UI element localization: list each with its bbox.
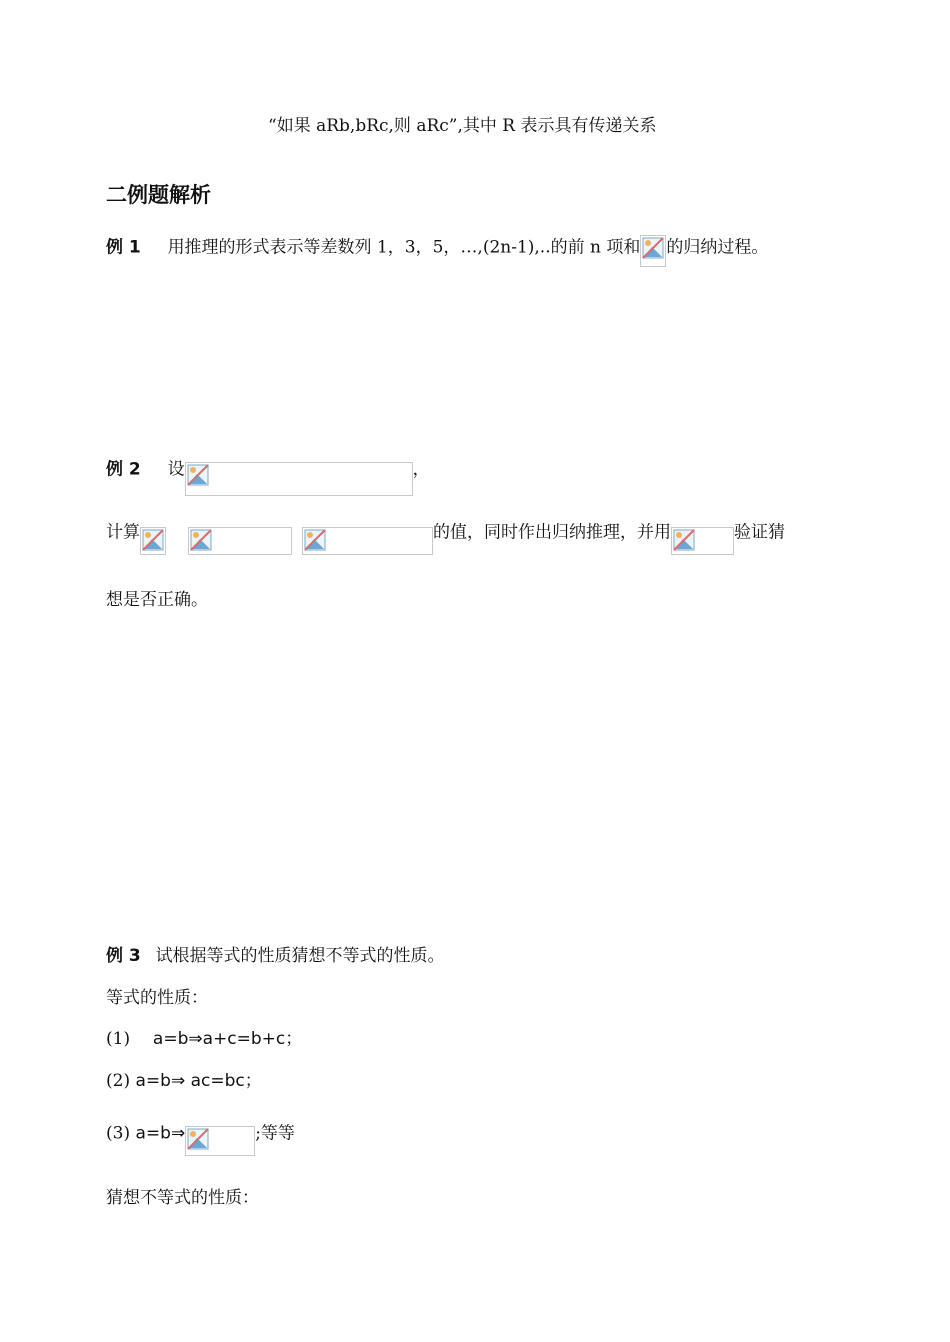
broken-image-icon: [185, 462, 413, 496]
intro-text: “如果 aRb,bRc,则 aRc”,其中 R 表示具有传递关系: [268, 116, 657, 136]
example2-comma: ，: [412, 459, 430, 480]
property-2-num: (2): [106, 1071, 131, 1091]
equality-title: [106, 986, 208, 1010]
property-3-text: a=b⇒: [135, 1123, 186, 1144]
broken-image-icon: [671, 527, 734, 555]
example1-text-end: 的归纳过程。: [666, 237, 769, 258]
guess-title-text: 猜想不等式的性质：: [106, 1188, 259, 1208]
property-2-text: a=b⇒ ac=bc；: [135, 1071, 262, 1091]
example2-end: 验证猜: [734, 522, 785, 543]
example2-label: 例 2: [106, 459, 141, 480]
property-3-tail: ;等等: [255, 1123, 295, 1144]
property-3-num: (3): [106, 1123, 131, 1144]
property-1-text: a=b⇒a+c=b+c；: [152, 1029, 303, 1049]
property-2: [106, 1069, 262, 1093]
example2-line2: [106, 511, 785, 555]
guess-title: [106, 1186, 259, 1210]
broken-image-icon: [185, 1126, 255, 1156]
example3-line: [106, 944, 445, 968]
broken-image-icon: [140, 527, 166, 555]
section-heading: [106, 183, 211, 207]
broken-image-icon: [640, 235, 666, 267]
example2-intro: 设: [167, 459, 185, 480]
example2-compute: 计算: [106, 522, 140, 543]
example2-check: 想是否正确。: [106, 590, 208, 610]
broken-image-icon: [302, 527, 433, 555]
example2-line3: [106, 588, 208, 612]
broken-image-icon: [188, 527, 292, 555]
example2-line1: [106, 444, 430, 496]
example1-label: 例 1: [106, 237, 141, 258]
example1-text: 用推理的形式表示等差数列 1，3，5，…,(2n-1),..的前 n 项和: [167, 237, 641, 258]
example2-mid: 的值，同时作出归纳推理，并用: [433, 522, 671, 543]
property-3: [106, 1112, 295, 1156]
example1-line: [106, 229, 768, 267]
section-heading-text: 二例题解析: [106, 183, 211, 207]
example3-label: 例 3: [106, 946, 141, 966]
equality-title-text: 等式的性质：: [106, 988, 208, 1008]
property-1: [106, 1027, 302, 1051]
example3-text: 试根据等式的性质猜想不等式的性质。: [155, 946, 445, 966]
intro-line: [268, 114, 656, 138]
property-1-num: (1): [106, 1029, 131, 1049]
